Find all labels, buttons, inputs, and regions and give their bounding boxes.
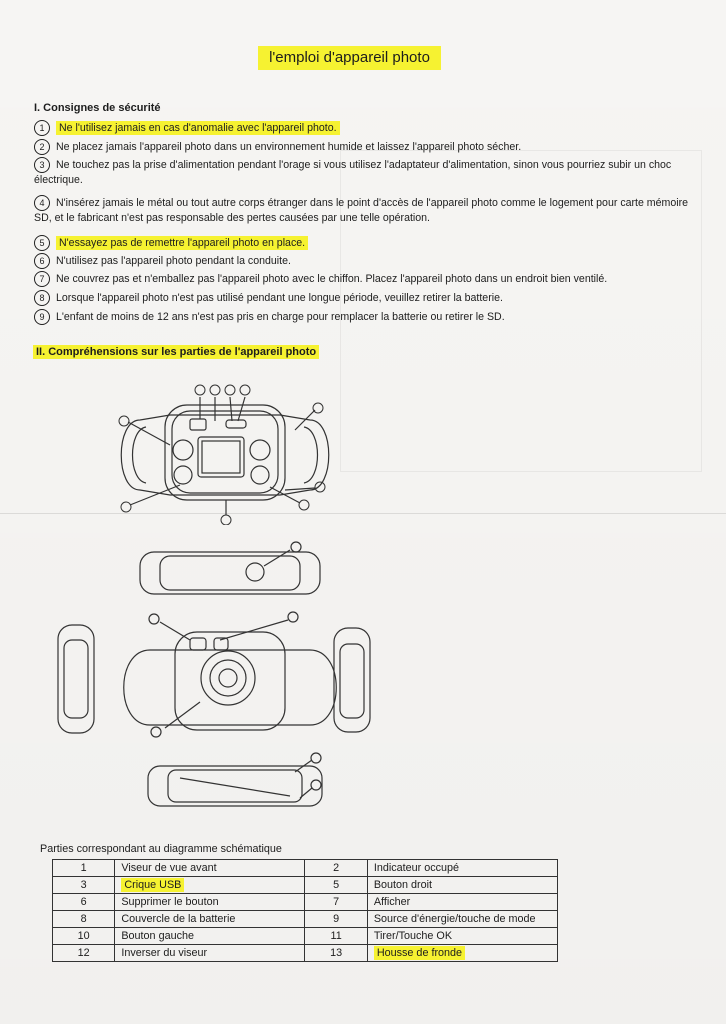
part-label: Supprimer le bouton xyxy=(115,894,305,911)
part-label: Crique USB xyxy=(115,877,305,894)
part-number: 5 xyxy=(305,877,367,894)
safety-rule-8: 8 Lorsque l'appareil photo n'est pas utilisé pendant une longue période, veuillez retirer la batterie. xyxy=(34,290,694,306)
safety-rule-6: 6 N'utilisez pas l'appareil photo pendant la conduite. xyxy=(34,253,694,269)
camera-bottom-diagram xyxy=(140,752,330,817)
page-title: l'emploi d'appareil photo xyxy=(258,46,441,70)
rule-number-1: 1 xyxy=(34,120,50,136)
parts-row xyxy=(53,911,558,928)
part-number: 1 xyxy=(53,860,115,877)
part-label: Afficher xyxy=(367,894,557,911)
part-number: 2 xyxy=(305,860,367,877)
parts-row xyxy=(53,877,558,894)
part-label: Inverser du viseur xyxy=(115,945,305,962)
part-label: Bouton droit xyxy=(367,877,557,894)
parts-row xyxy=(53,860,558,877)
safety-rule-9: 9 L'enfant de moins de 12 ans n'est pas pris en charge pour remplacer la batterie ou retirer le SD. xyxy=(34,309,694,325)
camera-top-diagram xyxy=(130,538,330,603)
part-number: 13 xyxy=(305,945,367,962)
part-number: 10 xyxy=(53,928,115,945)
part-label: Viseur de vue avant xyxy=(115,860,305,877)
part-label: Housse de fronde xyxy=(367,945,557,962)
page-fold xyxy=(0,513,726,514)
safety-rule-3: 3 Ne touchez pas la prise d'alimentation pendant l'orage si vous utilisez l'adaptateur d'alimentation, sinon vous pourriez subir un choc électrique. xyxy=(34,158,672,186)
part-number: 12 xyxy=(53,945,115,962)
safety-rule-5: 5 N'essayez pas de remettre l'appareil photo en place. xyxy=(34,235,694,251)
camera-back-and-sides-diagram xyxy=(50,610,390,750)
part-number: 11 xyxy=(305,928,367,945)
part-number: 6 xyxy=(53,894,115,911)
parts-caption: Parties correspondant au diagramme schématique xyxy=(40,843,282,855)
part-label: Couvercle de la batterie xyxy=(115,911,305,928)
part-number: 7 xyxy=(305,894,367,911)
part-label: Indicateur occupé xyxy=(367,860,557,877)
part-label: Source d'énergie/touche de mode xyxy=(367,911,557,928)
safety-rule-4: 4 N'insérez jamais le métal ou tout autre corps étranger dans le point d'accès de l'appareil photo comme le logement pour carte mémoire SD, et le fabricant n'est pas responsable des pertes causées par une telle opération. xyxy=(34,196,689,224)
parts-table xyxy=(52,859,558,962)
part-label: Bouton gauche xyxy=(115,928,305,945)
parts-row xyxy=(53,928,558,945)
parts-row xyxy=(53,945,558,962)
safety-rule-1: 1 Ne l'utilisez jamais en cas d'anomalie avec l'appareil photo. xyxy=(34,120,694,136)
section-1-heading: I. Consignes de sécurité xyxy=(34,102,161,114)
part-number: 9 xyxy=(305,911,367,928)
part-number: 3 xyxy=(53,877,115,894)
parts-row xyxy=(53,894,558,911)
safety-rule-7: 7 Ne couvrez pas et n'emballez pas l'appareil photo avec le chiffon. Placez l'appareil photo dans un endroit bien ventilé. xyxy=(34,271,694,287)
part-label: Tirer/Touche OK xyxy=(367,928,557,945)
camera-front-diagram xyxy=(110,375,340,525)
safety-rule-2: 2 Ne placez jamais l'appareil photo dans un environnement humide et laissez l'appareil photo sécher. xyxy=(34,139,694,155)
part-number: 8 xyxy=(53,911,115,928)
section-2-heading: II. Compréhensions sur les parties de l'appareil photo xyxy=(33,345,319,359)
